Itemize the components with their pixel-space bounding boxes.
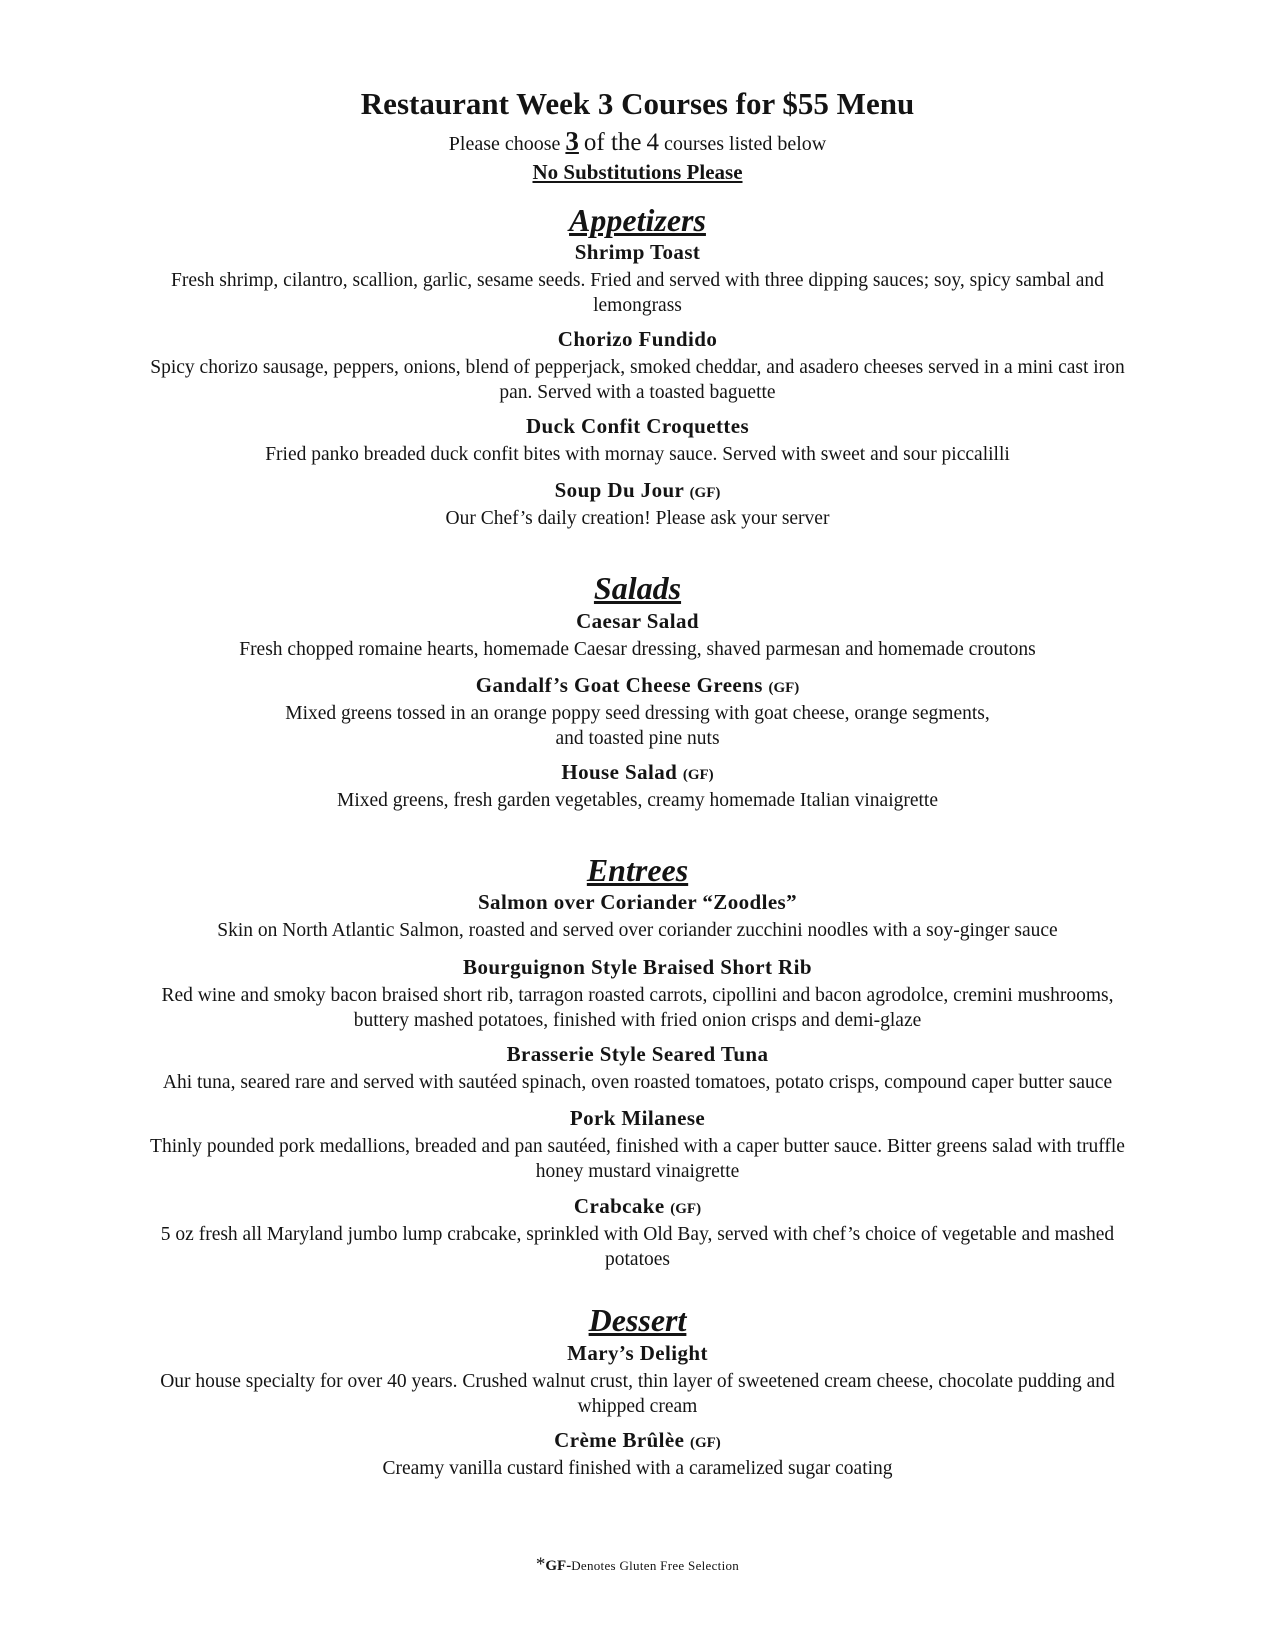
item-description: Our Chef’s daily creation! Please ask your server [445,508,830,529]
item-description-line-2: pan. Served with a toasted baguette [499,382,776,403]
menu-item [70,1340,1205,1419]
instructions-of-the: of the [583,129,642,156]
item-description: 5 oz fresh all Maryland jumbo lump crabcake, sprinkled with Old Bay, served with chef’s choice of vegetable and mashed [160,1224,1115,1245]
gluten-free-tag: (GF) [689,1435,721,1451]
item-description-line-2: lemongrass [593,295,682,316]
item-name: Bourguignon Style Braised Short Rib [463,955,812,979]
section-heading-appetizers: Appetizers [569,202,706,238]
instructions-post: courses listed below [664,133,827,155]
item-name: Chorizo Fundido [557,327,718,351]
item-name: Brasserie Style Seared Tuna [506,1042,769,1066]
item-description-line-2: buttery mashed potatoes, finished with fried onion crisps and demi-glaze [353,1010,922,1031]
item-description: Creamy vanilla custard finished with a caramelized sugar coating [382,1458,893,1479]
gluten-free-footnote [0,1554,1275,1577]
footnote-text: Denotes Gluten Free Selection [571,1558,740,1573]
item-description: Fried panko breaded duck confit bites with mornay sauce. Served with sweet and sour piccalilli [265,444,1010,465]
item-description: Skin on North Atlantic Salmon, roasted and served over coriander zucchini noodles with a soy-ginger sauce [217,920,1058,941]
item-description: Mixed greens tossed in an orange poppy seed dressing with goat cheese, orange segments, [285,703,990,724]
menu-item [70,413,1205,467]
menu-item [70,326,1205,405]
item-description: Red wine and smoky bacon braised short rib, tarragon roasted carrots, cipollini and bacon agrodolce, cremini mushrooms, [161,985,1114,1006]
gluten-free-tag: (GF) [768,680,800,696]
item-description: Thinly pounded pork medallions, breaded and pan sautéed, finished with a caper butter sauce. Bitter greens salad with truffle [150,1136,1125,1157]
item-name: Shrimp Toast [574,240,701,264]
item-description-line-2: whipped cream [577,1396,698,1417]
item-name: Mary’s Delight [567,1341,708,1365]
item-name: Pork Milanese [569,1106,706,1130]
item-description: Ahi tuna, seared rare and served with sautéed spinach, oven roasted tomatoes, potato crisps, compound caper butter sauce [162,1072,1113,1093]
item-description: Mixed greens, fresh garden vegetables, creamy homemade Italian vinaigrette [337,790,938,811]
gluten-free-tag: (GF) [682,767,714,783]
course-instructions [0,126,1275,159]
page-title: Restaurant Week 3 Courses for $55 Menu [360,86,915,121]
item-name: Soup Du Jour (GF) [554,478,721,502]
item-name: House Salad (GF) [561,760,714,784]
item-name: Caesar Salad [576,609,699,633]
menu-item [70,1427,1205,1481]
item-description: Our house specialty for over 40 years. Crushed walnut crust, thin layer of sweetened cream cheese, chocolate pudding and [160,1371,1115,1392]
section-heading-salads: Salads [593,570,682,606]
no-substitutions-text: No Substitutions Please [532,160,743,184]
item-name: Salmon over Coriander “Zoodles” [477,890,798,914]
menu-item [70,608,1205,662]
item-name: Gandalf’s Goat Cheese Greens (GF) [475,673,800,697]
item-description: Fresh shrimp, cilantro, scallion, garlic, sesame seeds. Fried and served with three dipping sauces; soy, spicy sambal and [171,270,1104,291]
footnote-code: GF- [545,1558,572,1574]
item-description: Spicy chorizo sausage, peppers, onions, blend of pepperjack, smoked cheddar, and asadero cheeses served in a mini cast iron [150,357,1125,378]
course-total: 4 [646,129,660,156]
footnote-asterisk: * [535,1554,546,1575]
menu-item [70,239,1205,318]
course-count: 3 [565,126,579,156]
menu-item [70,1193,1205,1272]
item-name: Crabcake (GF) [573,1194,702,1218]
item-description-line-2: honey mustard vinaigrette [535,1161,740,1182]
menu-item [70,759,1205,813]
menu-item [70,889,1205,943]
menu-item [70,1041,1205,1095]
item-description: Fresh chopped romaine hearts, homemade Caesar dressing, shaved parmesan and homemade croutons [239,639,1036,660]
menu-item [70,672,1205,751]
gluten-free-tag: (GF) [689,485,721,501]
gluten-free-tag: (GF) [670,1201,702,1217]
item-description-line-2: and toasted pine nuts [555,728,720,749]
section-heading-dessert: Dessert [588,1302,687,1338]
item-description-line-2: potatoes [605,1249,670,1270]
menu-item [70,477,1205,531]
item-name: Crème Brûlèe (GF) [554,1428,721,1452]
section-heading-entrees: Entrees [586,852,689,888]
menu-item [70,954,1205,1033]
menu-item [70,1105,1205,1184]
no-substitutions-notice [0,158,1275,186]
instructions-pre: Please choose [448,133,561,155]
item-name: Duck Confit Croquettes [525,414,750,438]
